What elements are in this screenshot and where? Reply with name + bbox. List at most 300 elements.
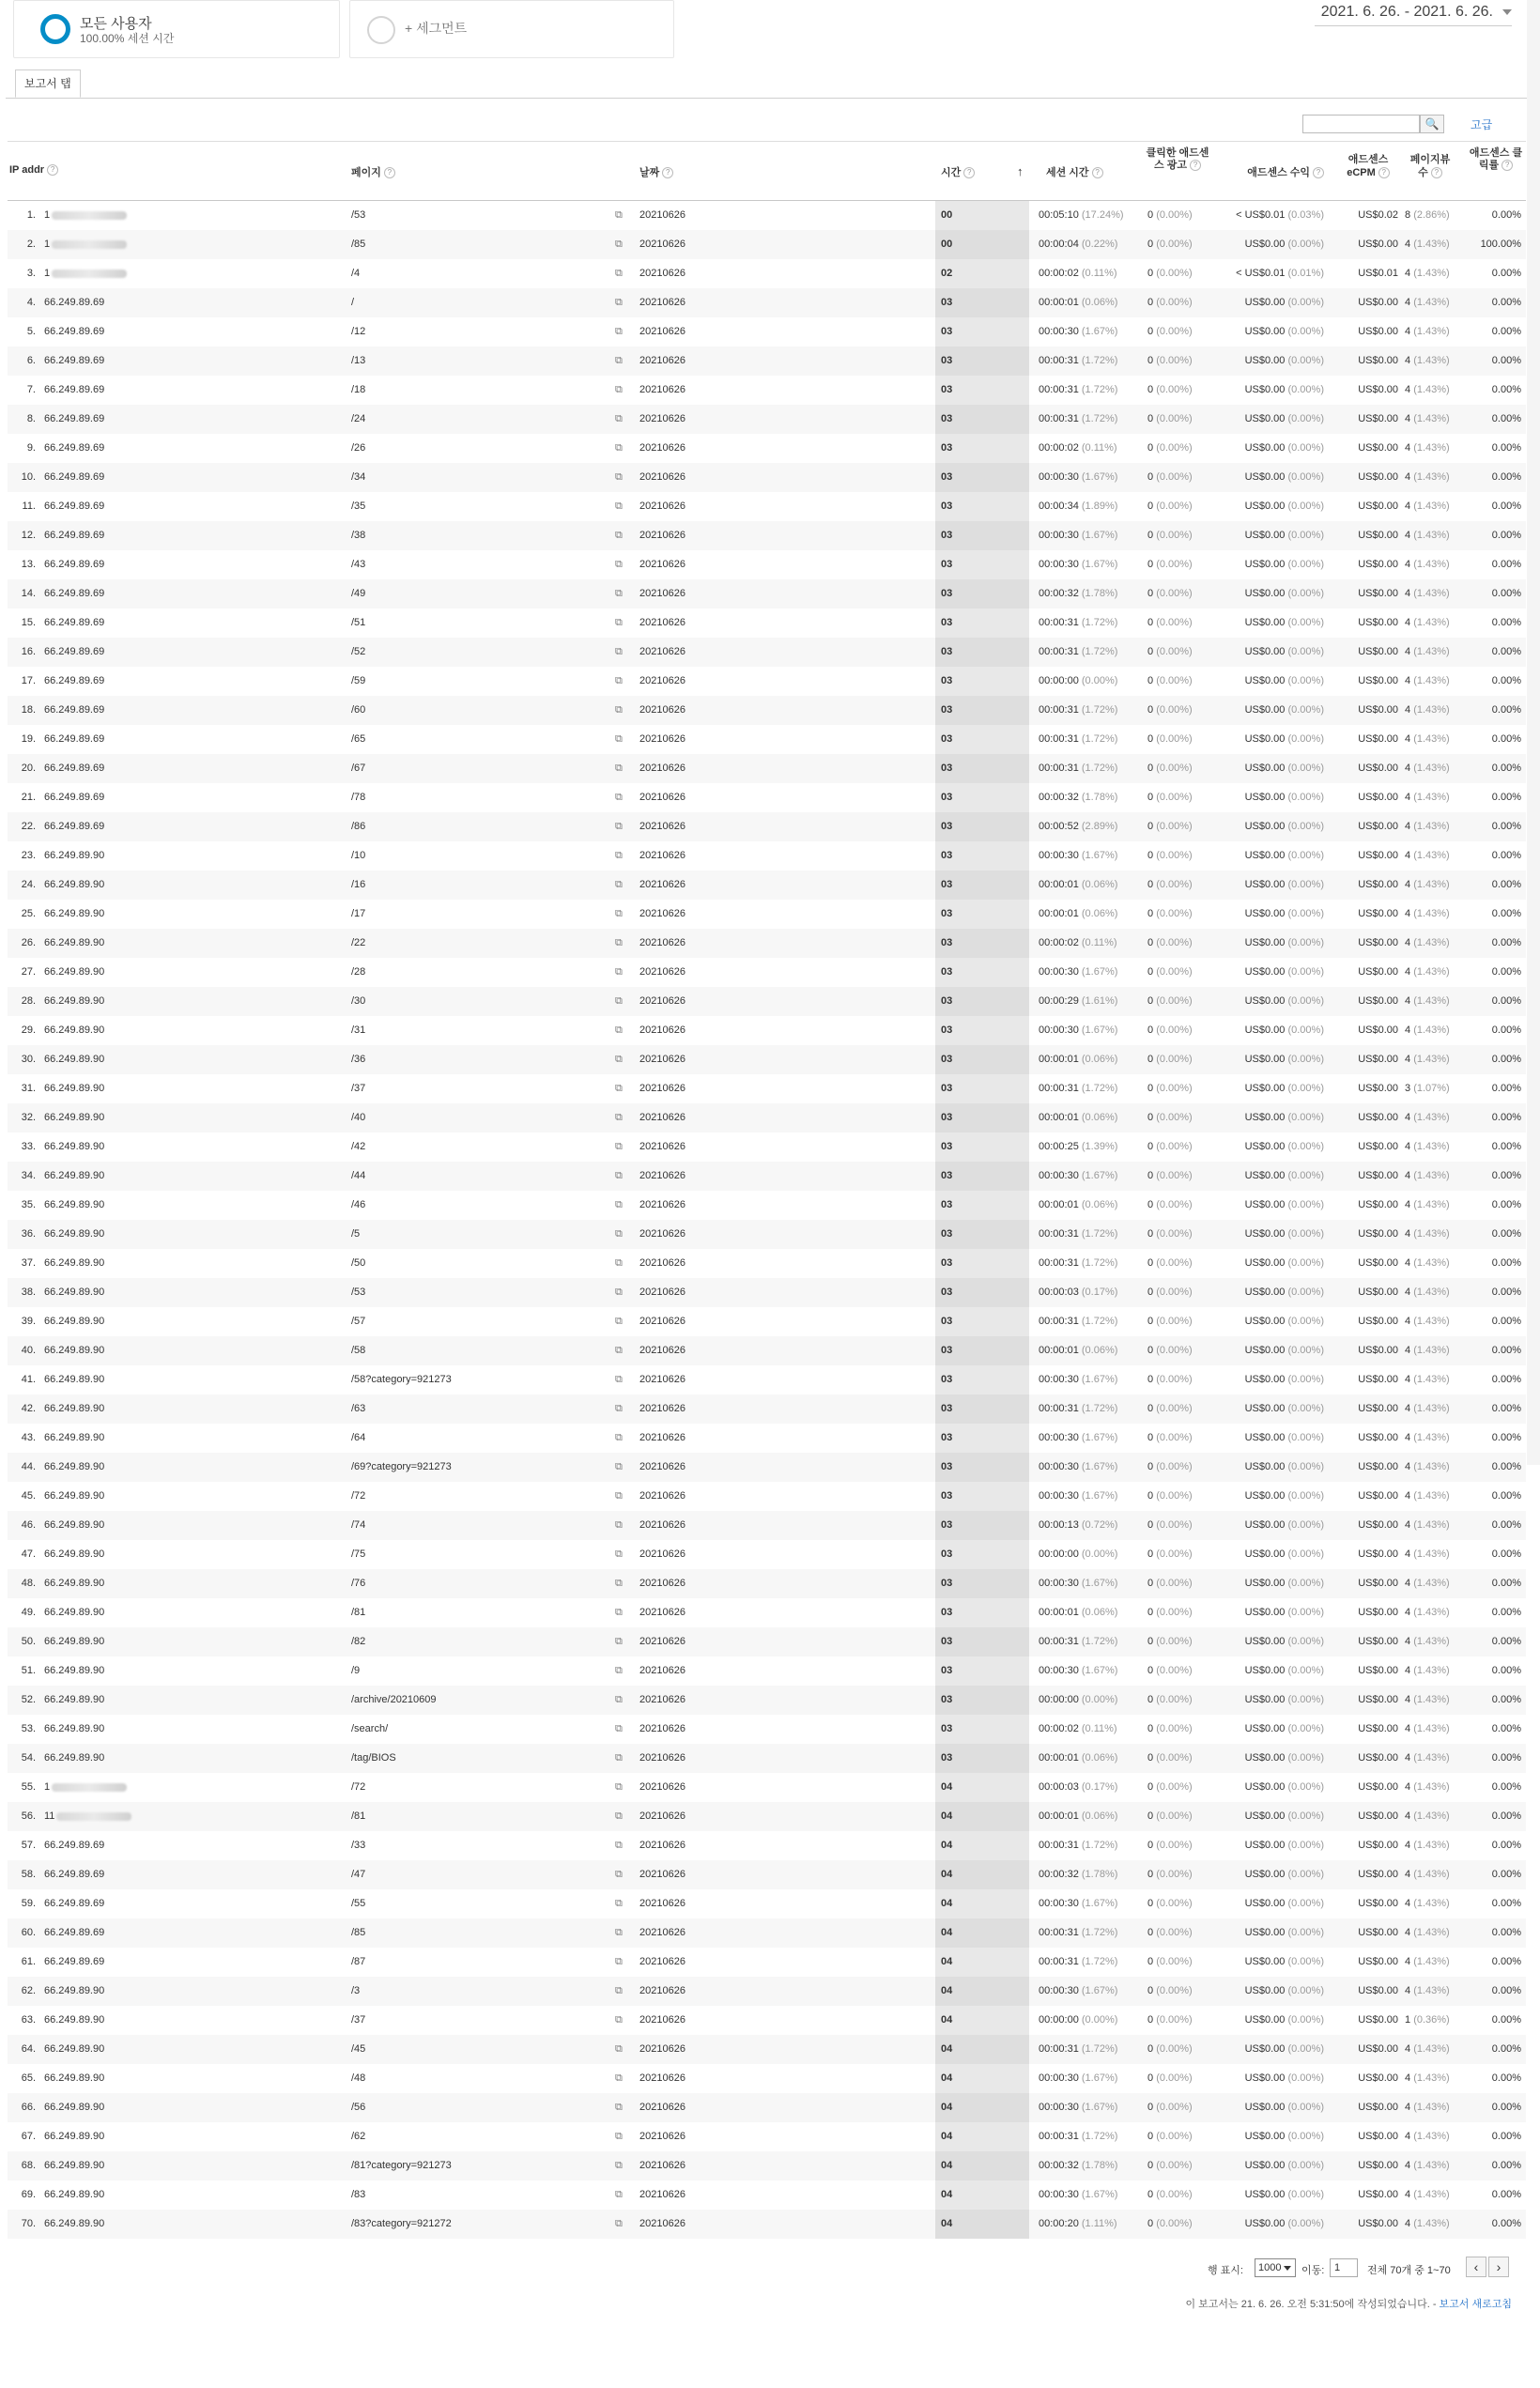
external-link-icon[interactable]: ⧉ [615,588,623,599]
ip-cell[interactable] [44,1249,104,1278]
ip-cell[interactable] [44,405,104,434]
search-icon[interactable]: 🔍 [1420,115,1444,133]
page-cell[interactable]: /16 [351,879,366,890]
ip-cell[interactable] [44,1074,104,1103]
col-pageviews[interactable] [1405,153,1455,179]
page-cell[interactable]: /45 [351,2043,366,2055]
ip-cell[interactable] [44,550,104,579]
external-link-icon[interactable]: ⧉ [615,937,623,948]
ip-cell[interactable] [44,1569,104,1598]
ip-cell[interactable] [44,1744,104,1773]
date-cell[interactable]: 20210626 [639,588,685,599]
external-link-icon[interactable]: ⧉ [615,1257,623,1269]
hour-cell[interactable]: 03 [941,646,953,657]
help-icon[interactable]: ? [1502,160,1513,171]
external-link-icon[interactable]: ⧉ [615,995,623,1007]
date-cell[interactable]: 20210626 [639,1607,685,1618]
col-page[interactable] [351,164,395,179]
page-cell[interactable]: /37 [351,2014,366,2026]
page-cell[interactable]: /tag/BIOS [351,1752,396,1764]
ip-cell[interactable] [44,1307,104,1336]
date-cell[interactable]: 20210626 [639,1810,685,1822]
page-cell[interactable]: /65 [351,733,366,745]
ip-cell[interactable] [44,1715,104,1744]
hour-cell[interactable]: 04 [941,1927,953,1938]
hour-cell[interactable]: 03 [941,821,953,832]
ip-cell[interactable] [44,1831,104,1860]
date-cell[interactable]: 20210626 [639,1374,685,1385]
ip-cell[interactable] [44,667,104,696]
hour-cell[interactable]: 03 [941,1607,953,1618]
page-cell[interactable]: /22 [351,937,366,948]
date-cell[interactable]: 20210626 [639,1927,685,1938]
date-cell[interactable]: 20210626 [639,239,685,250]
hour-cell[interactable]: 03 [941,879,953,890]
page-cell[interactable]: /34 [351,471,366,483]
date-cell[interactable]: 20210626 [639,675,685,686]
hour-cell[interactable]: 03 [941,1083,953,1094]
external-link-icon[interactable]: ⧉ [615,821,623,832]
page-cell[interactable]: /85 [351,239,366,250]
external-link-icon[interactable]: ⧉ [615,326,623,337]
page-cell[interactable]: /56 [351,2102,366,2113]
ip-cell[interactable] [44,1453,104,1482]
date-cell[interactable]: 20210626 [639,1083,685,1094]
date-cell[interactable]: 20210626 [639,1898,685,1909]
hour-cell[interactable]: 03 [941,355,953,366]
external-link-icon[interactable]: ⧉ [615,617,623,628]
ip-cell[interactable] [44,609,104,638]
page-cell[interactable]: /58 [351,1345,366,1356]
hour-cell[interactable]: 04 [941,1869,953,1880]
external-link-icon[interactable]: ⧉ [615,1374,623,1385]
external-link-icon[interactable]: ⧉ [615,879,623,890]
date-cell[interactable]: 20210626 [639,1403,685,1414]
date-cell[interactable]: 20210626 [639,1228,685,1240]
ip-cell[interactable] [44,2064,104,2093]
ip-cell[interactable] [44,900,104,929]
ip-cell[interactable] [44,230,127,259]
ip-cell[interactable] [44,1802,131,1831]
external-link-icon[interactable]: ⧉ [615,1665,623,1676]
external-link-icon[interactable]: ⧉ [615,1228,623,1240]
ip-cell[interactable] [44,929,104,958]
external-link-icon[interactable]: ⧉ [615,297,623,308]
page-cell[interactable]: /74 [351,1519,366,1531]
col-ecpm[interactable] [1335,153,1401,179]
date-cell[interactable]: 20210626 [639,1723,685,1734]
hour-cell[interactable]: 03 [941,588,953,599]
hour-cell[interactable]: 04 [941,2043,953,2055]
ip-cell[interactable] [44,1278,104,1307]
hour-cell[interactable]: 03 [941,1403,953,1414]
page-cell[interactable]: /53 [351,209,366,221]
external-link-icon[interactable]: ⧉ [615,1112,623,1123]
page-cell[interactable]: /33 [351,1840,366,1851]
page-cell[interactable]: /72 [351,1490,366,1502]
ip-cell[interactable] [44,2180,104,2210]
hour-cell[interactable]: 03 [941,1141,953,1152]
date-cell[interactable]: 20210626 [639,850,685,861]
hour-cell[interactable]: 02 [941,268,953,279]
hour-cell[interactable]: 04 [941,1781,953,1793]
external-link-icon[interactable]: ⧉ [615,646,623,657]
date-cell[interactable]: 20210626 [639,2131,685,2142]
external-link-icon[interactable]: ⧉ [615,355,623,366]
external-link-icon[interactable]: ⧉ [615,1141,623,1152]
page-cell[interactable]: /53 [351,1286,366,1298]
prev-page-button[interactable]: ‹ [1466,2257,1486,2277]
external-link-icon[interactable]: ⧉ [615,559,623,570]
external-link-icon[interactable]: ⧉ [615,850,623,861]
page-cell[interactable]: /18 [351,384,366,395]
date-cell[interactable]: 20210626 [639,704,685,716]
col-ctr[interactable] [1469,147,1523,172]
page-cell[interactable]: /38 [351,530,366,541]
date-cell[interactable]: 20210626 [639,1025,685,1036]
date-cell[interactable]: 20210626 [639,268,685,279]
external-link-icon[interactable]: ⧉ [615,2131,623,2142]
date-cell[interactable]: 20210626 [639,966,685,978]
date-cell[interactable]: 20210626 [639,1054,685,1065]
page-cell[interactable]: /search/ [351,1723,389,1734]
hour-cell[interactable]: 04 [941,1956,953,1967]
external-link-icon[interactable]: ⧉ [615,239,623,250]
ip-cell[interactable] [44,376,104,405]
ip-cell[interactable] [44,1191,104,1220]
external-link-icon[interactable]: ⧉ [615,1345,623,1356]
page-cell[interactable]: /55 [351,1898,366,1909]
advanced-filter-link[interactable]: 고급 [1471,118,1493,131]
page-cell[interactable]: /35 [351,501,366,512]
ip-cell[interactable] [44,2035,104,2064]
date-cell[interactable]: 20210626 [639,2014,685,2026]
page-cell[interactable]: /78 [351,792,366,803]
page-cell[interactable]: /83?category=921272 [351,2218,452,2229]
help-icon[interactable]: ? [1092,167,1103,178]
date-cell[interactable]: 20210626 [639,326,685,337]
external-link-icon[interactable]: ⧉ [615,209,623,221]
ip-cell[interactable] [44,463,104,492]
page-cell[interactable]: /62 [351,2131,366,2142]
external-link-icon[interactable]: ⧉ [615,1519,623,1531]
ip-cell[interactable] [44,1627,104,1656]
external-link-icon[interactable]: ⧉ [615,1548,623,1560]
page-cell[interactable]: /42 [351,1141,366,1152]
page-cell[interactable]: /49 [351,588,366,599]
hour-cell[interactable]: 03 [941,1170,953,1181]
page-cell[interactable]: /44 [351,1170,366,1181]
date-cell[interactable]: 20210626 [639,2102,685,2113]
external-link-icon[interactable]: ⧉ [615,1810,623,1822]
date-cell[interactable]: 20210626 [639,413,685,424]
date-cell[interactable]: 20210626 [639,908,685,919]
ip-cell[interactable] [44,812,104,841]
date-cell[interactable]: 20210626 [639,1519,685,1531]
hour-cell[interactable]: 03 [941,995,953,1007]
ip-cell[interactable] [44,754,104,783]
ip-cell[interactable] [44,1016,104,1045]
ip-cell[interactable] [44,492,104,521]
external-link-icon[interactable]: ⧉ [615,1985,623,1996]
page-scrollbar[interactable] [1527,0,1540,1465]
external-link-icon[interactable]: ⧉ [615,675,623,686]
page-cell[interactable]: /17 [351,908,366,919]
date-cell[interactable]: 20210626 [639,442,685,454]
page-cell[interactable]: /67 [351,763,366,774]
hour-cell[interactable]: 03 [941,1694,953,1705]
date-cell[interactable]: 20210626 [639,2043,685,2055]
col-clicked-ads[interactable] [1146,147,1209,172]
external-link-icon[interactable]: ⧉ [615,1054,623,1065]
help-icon[interactable]: ? [47,164,58,176]
ip-cell[interactable] [44,1540,104,1569]
external-link-icon[interactable]: ⧉ [615,1083,623,1094]
page-cell[interactable]: /83 [351,2189,366,2200]
hour-cell[interactable]: 03 [941,1199,953,1210]
hour-cell[interactable]: 03 [941,908,953,919]
hour-cell[interactable]: 03 [941,1316,953,1327]
page-cell[interactable]: /26 [351,442,366,454]
help-icon[interactable]: ? [1190,160,1201,171]
date-cell[interactable]: 20210626 [639,2189,685,2200]
goto-input[interactable]: 1 [1330,2258,1358,2277]
external-link-icon[interactable]: ⧉ [615,1898,623,1909]
external-link-icon[interactable]: ⧉ [615,268,623,279]
date-cell[interactable]: 20210626 [639,1956,685,1967]
external-link-icon[interactable]: ⧉ [615,2043,623,2055]
ip-cell[interactable] [44,1598,104,1627]
ip-cell[interactable] [44,841,104,870]
external-link-icon[interactable]: ⧉ [615,2014,623,2026]
ip-cell[interactable] [44,638,104,667]
page-cell[interactable]: / [351,297,355,308]
hour-cell[interactable]: 03 [941,850,953,861]
ip-cell[interactable] [44,317,104,347]
hour-cell[interactable]: 03 [941,1578,953,1589]
external-link-icon[interactable]: ⧉ [615,1286,623,1298]
hour-cell[interactable]: 03 [941,1054,953,1065]
page-cell[interactable]: /10 [351,850,366,861]
ip-cell[interactable] [44,696,104,725]
col-revenue[interactable] [1217,164,1324,179]
date-cell[interactable]: 20210626 [639,1752,685,1764]
date-cell[interactable]: 20210626 [639,530,685,541]
page-cell[interactable]: /5 [351,1228,361,1240]
ip-cell[interactable] [44,2006,104,2035]
date-cell[interactable]: 20210626 [639,1345,685,1356]
hour-cell[interactable]: 03 [941,1025,953,1036]
hour-cell[interactable]: 03 [941,471,953,483]
hour-cell[interactable]: 03 [941,1548,953,1560]
ip-cell[interactable] [44,2210,104,2239]
hour-cell[interactable]: 04 [941,2072,953,2084]
ip-cell[interactable] [44,1424,104,1453]
ip-cell[interactable] [44,1220,104,1249]
date-cell[interactable]: 20210626 [639,1840,685,1851]
page-cell[interactable]: /archive/20210609 [351,1694,437,1705]
hour-cell[interactable]: 03 [941,617,953,628]
hour-cell[interactable]: 03 [941,1752,953,1764]
page-cell[interactable]: /75 [351,1548,366,1560]
segment-all-users[interactable] [13,0,340,58]
external-link-icon[interactable]: ⧉ [615,704,623,716]
date-cell[interactable]: 20210626 [639,209,685,221]
external-link-icon[interactable]: ⧉ [615,1636,623,1647]
page-cell[interactable]: /24 [351,413,366,424]
date-cell[interactable]: 20210626 [639,471,685,483]
page-cell[interactable]: /43 [351,559,366,570]
date-cell[interactable]: 20210626 [639,559,685,570]
page-cell[interactable]: /36 [351,1054,366,1065]
date-cell[interactable]: 20210626 [639,617,685,628]
date-cell[interactable]: 20210626 [639,1985,685,1996]
date-cell[interactable]: 20210626 [639,792,685,803]
date-cell[interactable]: 20210626 [639,2072,685,2084]
page-cell[interactable]: /60 [351,704,366,716]
external-link-icon[interactable]: ⧉ [615,1694,623,1705]
tab-report[interactable]: 보고서 탭 [15,69,81,98]
page-cell[interactable]: /64 [351,1432,366,1443]
external-link-icon[interactable]: ⧉ [615,1752,623,1764]
hour-cell[interactable]: 04 [941,2014,953,2026]
page-cell[interactable]: /3 [351,1985,361,1996]
hour-cell[interactable]: 03 [941,1636,953,1647]
hour-cell[interactable]: 03 [941,1345,953,1356]
page-cell[interactable]: /31 [351,1025,366,1036]
hour-cell[interactable]: 03 [941,704,953,716]
date-cell[interactable]: 20210626 [639,1694,685,1705]
hour-cell[interactable]: 03 [941,1490,953,1502]
hour-cell[interactable]: 03 [941,937,953,948]
external-link-icon[interactable]: ⧉ [615,471,623,483]
hour-cell[interactable]: 03 [941,1665,953,1676]
hour-cell[interactable]: 00 [941,209,953,221]
ip-cell[interactable] [44,2122,104,2151]
date-cell[interactable]: 20210626 [639,2218,685,2229]
external-link-icon[interactable]: ⧉ [615,1869,623,1880]
external-link-icon[interactable]: ⧉ [615,1956,623,1967]
date-cell[interactable]: 20210626 [639,1490,685,1502]
hour-cell[interactable]: 03 [941,1519,953,1531]
date-cell[interactable]: 20210626 [639,1578,685,1589]
col-ip[interactable] [9,164,58,176]
hour-cell[interactable]: 03 [941,384,953,395]
rows-per-page-select[interactable]: 1000 [1255,2258,1296,2277]
external-link-icon[interactable]: ⧉ [615,2102,623,2113]
page-cell[interactable]: /37 [351,1083,366,1094]
external-link-icon[interactable]: ⧉ [615,966,623,978]
hour-cell[interactable]: 03 [941,501,953,512]
page-cell[interactable]: /87 [351,1956,366,1967]
date-cell[interactable]: 20210626 [639,1869,685,1880]
page-cell[interactable]: /12 [351,326,366,337]
hour-cell[interactable]: 03 [941,326,953,337]
date-cell[interactable]: 20210626 [639,879,685,890]
page-cell[interactable]: /81?category=921273 [351,2160,452,2171]
external-link-icon[interactable]: ⧉ [615,530,623,541]
external-link-icon[interactable]: ⧉ [615,2189,623,2200]
col-hour[interactable] [941,164,975,179]
ip-cell[interactable] [44,434,104,463]
hour-cell[interactable]: 04 [941,1840,953,1851]
help-icon[interactable]: ? [662,167,673,178]
ip-cell[interactable] [44,987,104,1016]
ip-cell[interactable] [44,958,104,987]
page-cell[interactable]: /72 [351,1781,366,1793]
date-cell[interactable]: 20210626 [639,646,685,657]
date-cell[interactable]: 20210626 [639,1636,685,1647]
sort-ascending-icon[interactable]: ↑ [1017,164,1024,178]
ip-cell[interactable] [44,1977,104,2006]
page-cell[interactable]: /47 [351,1869,366,1880]
hour-cell[interactable]: 03 [941,966,953,978]
hour-cell[interactable]: 03 [941,1374,953,1385]
external-link-icon[interactable]: ⧉ [615,1316,623,1327]
date-range-picker[interactable] [1321,4,1512,21]
ip-cell[interactable] [44,521,104,550]
page-cell[interactable]: /30 [351,995,366,1007]
ip-cell[interactable] [44,288,104,317]
ip-cell[interactable] [44,870,104,900]
page-cell[interactable]: /59 [351,675,366,686]
hour-cell[interactable]: 04 [941,2160,953,2171]
page-cell[interactable]: /4 [351,268,361,279]
hour-cell[interactable]: 03 [941,792,953,803]
external-link-icon[interactable]: ⧉ [615,1840,623,1851]
hour-cell[interactable]: 04 [941,2102,953,2113]
col-date[interactable] [639,164,673,179]
date-cell[interactable]: 20210626 [639,1665,685,1676]
ip-cell[interactable] [44,1860,104,1889]
page-cell[interactable]: /13 [351,355,366,366]
hour-cell[interactable]: 00 [941,239,953,250]
date-cell[interactable]: 20210626 [639,733,685,745]
ip-cell[interactable] [44,2151,104,2180]
ip-cell[interactable] [44,347,104,376]
ip-cell[interactable] [44,1918,104,1948]
ip-cell[interactable] [44,1948,104,1977]
ip-cell[interactable] [44,1773,127,1802]
hour-cell[interactable]: 03 [941,733,953,745]
page-cell[interactable]: /81 [351,1607,366,1618]
date-cell[interactable]: 20210626 [639,355,685,366]
hour-cell[interactable]: 03 [941,1461,953,1472]
external-link-icon[interactable]: ⧉ [615,763,623,774]
ip-cell[interactable] [44,1132,104,1162]
page-cell[interactable]: /85 [351,1927,366,1938]
ip-cell[interactable] [44,1394,104,1424]
external-link-icon[interactable]: ⧉ [615,384,623,395]
ip-cell[interactable] [44,1103,104,1132]
external-link-icon[interactable]: ⧉ [615,442,623,454]
date-cell[interactable]: 20210626 [639,763,685,774]
page-cell[interactable]: /82 [351,1636,366,1647]
date-cell[interactable]: 20210626 [639,1316,685,1327]
ip-cell[interactable] [44,1686,104,1715]
hour-cell[interactable]: 03 [941,1432,953,1443]
hour-cell[interactable]: 03 [941,675,953,686]
date-cell[interactable]: 20210626 [639,1257,685,1269]
page-cell[interactable]: /81 [351,1810,366,1822]
ip-cell[interactable] [44,1162,104,1191]
date-cell[interactable]: 20210626 [639,297,685,308]
date-cell[interactable]: 20210626 [639,1170,685,1181]
external-link-icon[interactable]: ⧉ [615,908,623,919]
external-link-icon[interactable]: ⧉ [615,1461,623,1472]
date-cell[interactable]: 20210626 [639,1548,685,1560]
page-cell[interactable]: /52 [351,646,366,657]
